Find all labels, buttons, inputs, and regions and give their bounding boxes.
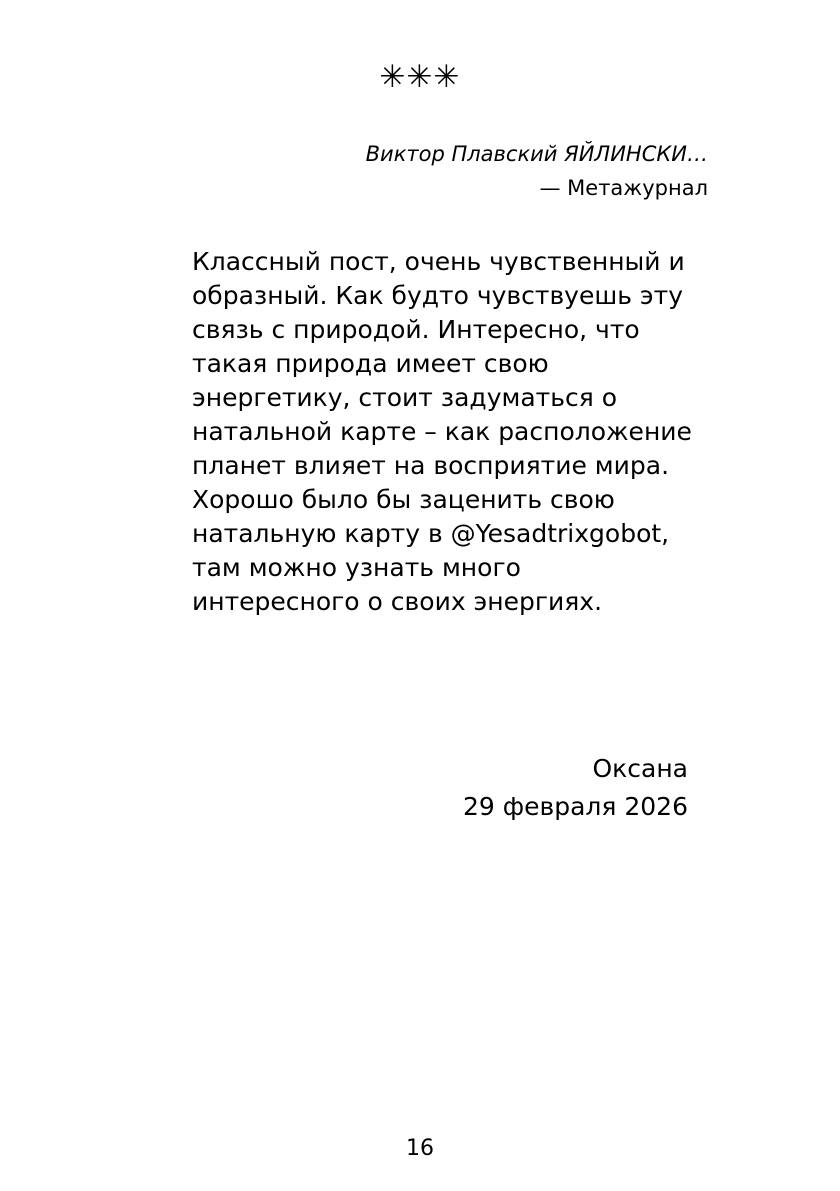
- section-divider: ✳✳✳: [379, 59, 461, 95]
- signature-date: 29 февраля 2026: [462, 791, 688, 821]
- epigraph-source: Виктор Плавский ЯЙЛИНСКИ…: [365, 142, 708, 166]
- page-number: 16: [406, 1136, 434, 1161]
- epigraph-publication: — Метажурнал: [539, 176, 708, 201]
- signature-author: Оксана: [592, 754, 688, 783]
- epigraph-block: [140, 140, 708, 203]
- signature-block: [200, 752, 688, 824]
- body-paragraph: Классный пост, очень чувственный и образный. Как будто чувствуешь эту связь с природой. Интересно, что такая природа имеет свою энергетику, стоит задуматься о натальной карте – как расположение планет влияет на восприятие мира. Хорошо было бы заценить свою натальную карту в @Yesadtrixgobot, там можно узнать много интересного о своих энергиях.: [192, 247, 692, 616]
